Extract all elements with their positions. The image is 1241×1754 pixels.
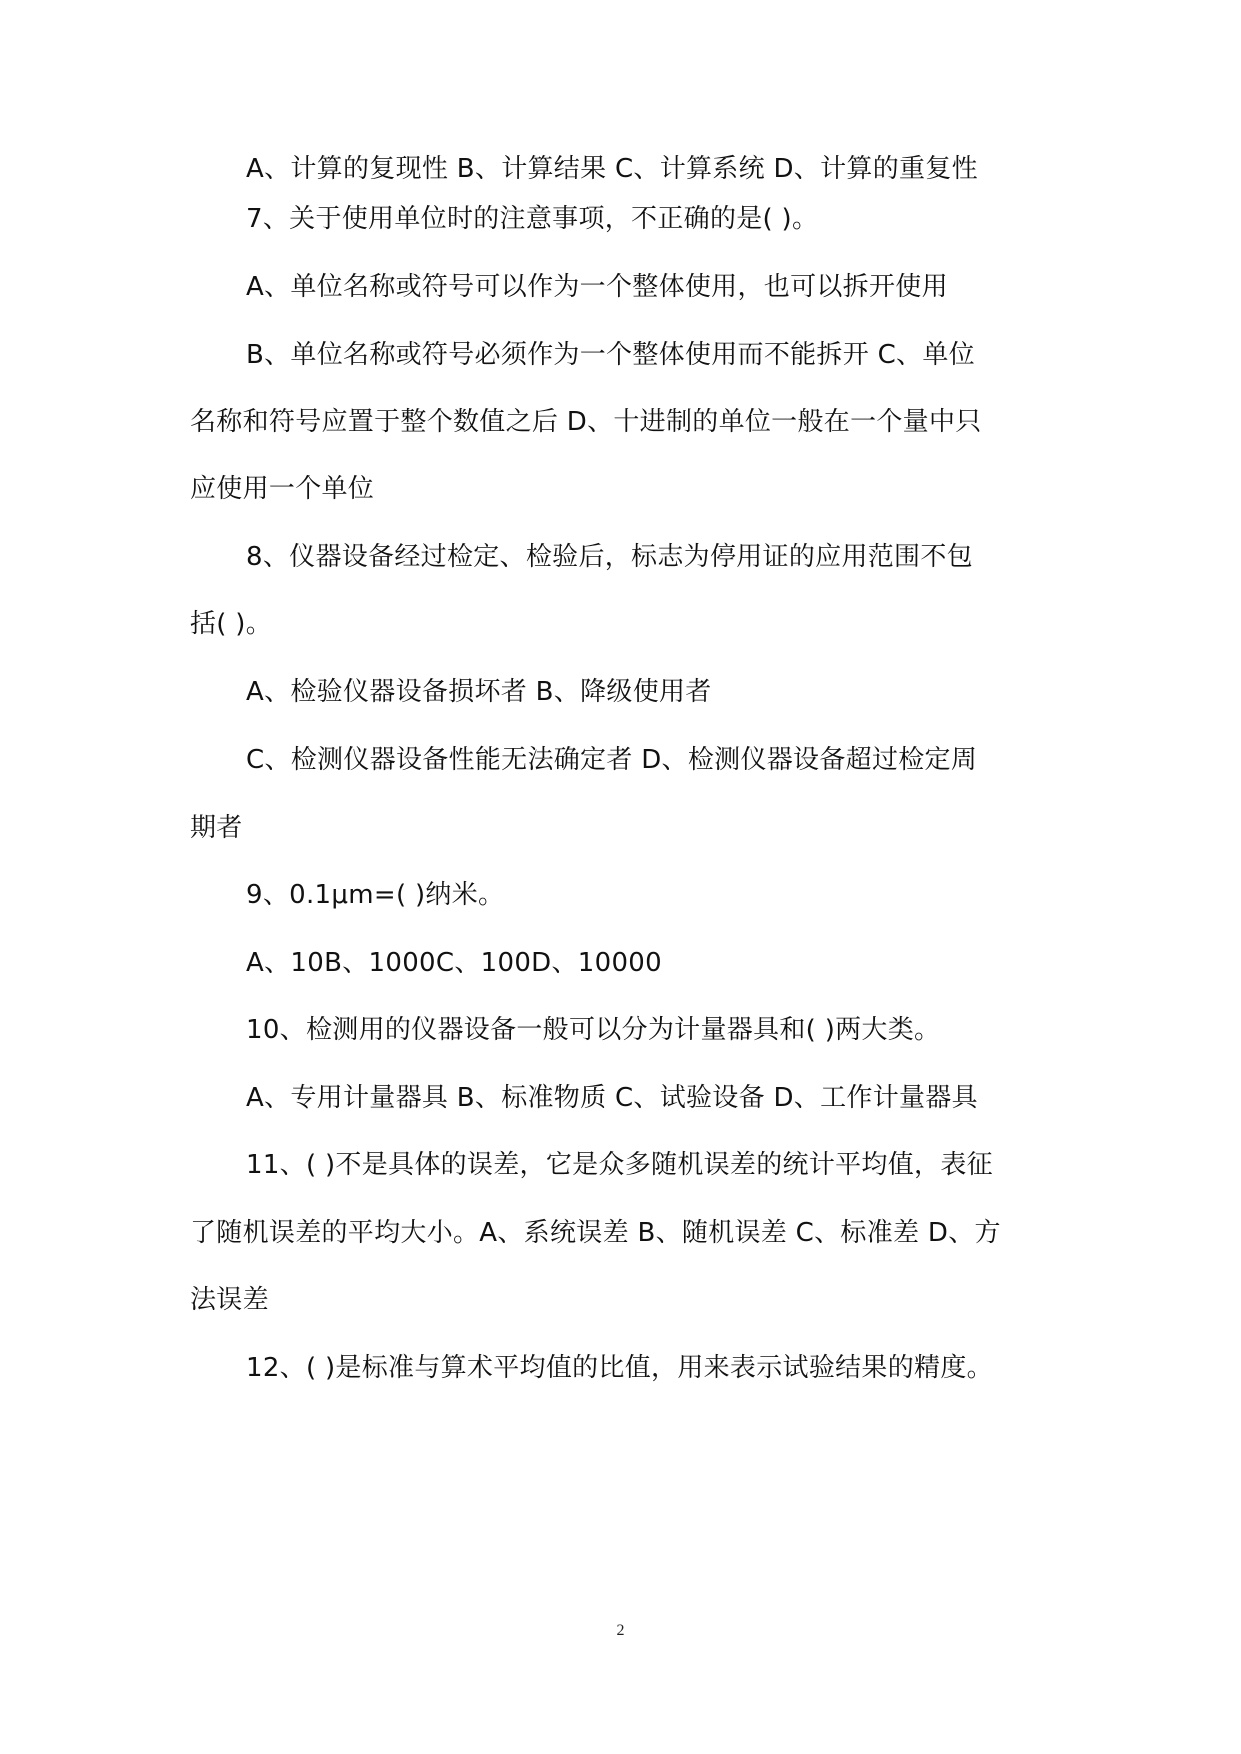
- text-line-q10-options: A、专用计量器具 B、标准物质 C、试验设备 D、工作计量器具: [246, 1083, 978, 1113]
- text-line-q10: 10、检测用的仪器设备一般可以分为计量器具和( )两大类。: [246, 1015, 941, 1045]
- text-line-q8: 8、仪器设备经过检定、检验后，标志为停用证的应用范围不包: [246, 542, 973, 572]
- text-line-q7-option-c: 名称和符号应置于整个数值之后 D、十进制的单位一般在一个量中只: [190, 407, 982, 437]
- text-line-q8-cont: 括( )。: [190, 609, 273, 639]
- text-line-q9-options: A、10B、1000C、100D、10000: [246, 948, 662, 978]
- text-line-q7-option-d: 应使用一个单位: [190, 474, 375, 504]
- text-line-q11: 11、( )不是具体的误差，它是众多随机误差的统计平均值，表征: [246, 1150, 993, 1180]
- text-line-q12: 12、( )是标准与算术平均值的比值，用来表示试验结果的精度。: [246, 1353, 993, 1383]
- text-line-q8-options-ab: A、检验仪器设备损坏者 B、降级使用者: [246, 677, 712, 707]
- text-line-q8-options-cd: C、检测仪器设备性能无法确定者 D、检测仪器设备超过检定周: [246, 745, 978, 775]
- text-line-q11-cont: 了随机误差的平均大小。A、系统误差 B、随机误差 C、标准差 D、方: [190, 1218, 1001, 1248]
- page-number: 2: [616, 1622, 625, 1639]
- text-line-q7: 7、关于使用单位时的注意事项，不正确的是( )。: [246, 204, 819, 234]
- text-line-q8-options-cont: 期者: [190, 813, 243, 843]
- text-line-q6-options: A、计算的复现性 B、计算结果 C、计算系统 D、计算的重复性: [246, 154, 978, 184]
- text-line-q7-option-a: A、单位名称或符号可以作为一个整体使用，也可以拆开使用: [246, 272, 948, 302]
- text-line-q9: 9、0.1μm=( )纳米。: [246, 880, 505, 910]
- text-line-q7-option-b: B、单位名称或符号必须作为一个整体使用而不能拆开 C、单位: [246, 340, 975, 370]
- text-line-q11-option-d: 法误差: [190, 1285, 269, 1315]
